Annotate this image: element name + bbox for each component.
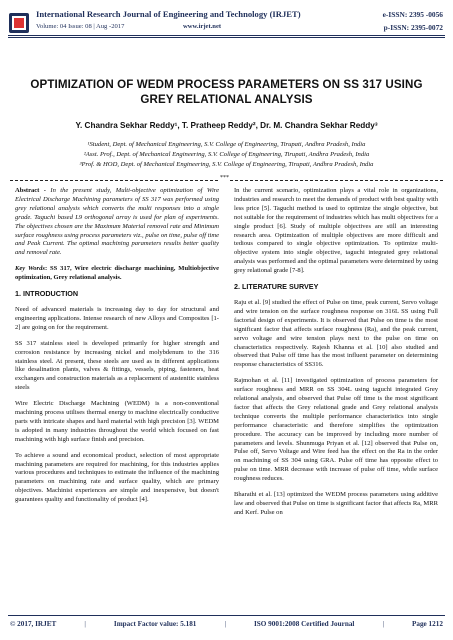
intro-paragraph-3: Wire Electric Discharge Machining (WEDM) is a non-conventional machining process utilises thermal energy to machine electrically conductive parts with intricate shapes and hard material with high precision [3]. WEDM is adopted in many industries throughout the world which focused on fast machining with high surface finish and precision. (15, 400, 219, 443)
footer-page-number: Page 1212 (411, 620, 443, 628)
separator-mark: *** (220, 175, 229, 181)
footer-copyright: © 2017, IRJET (10, 620, 57, 628)
footer-separator: | (382, 620, 384, 628)
volume-issue: Volume: 04 Issue: 08 | Aug -2017 (36, 23, 125, 30)
journal-website-link[interactable]: www.irjet.net (183, 23, 222, 30)
affiliation-2: ²Asst. Prof., Dept. of Mechanical Engineering, S.V. College of Engineering, Tirupati, Andhra Pradesh, India (83, 151, 370, 158)
eissn: e-ISSN: 2395 -0056 (382, 10, 443, 19)
footer-impact-factor: Impact Factor value: 5.181 (113, 620, 197, 628)
paper-title: OPTIMIZATION OF WEDM PROCESS PARAMETERS ON SS 317 USING GREY RELATIONAL ANALYSIS (30, 78, 423, 106)
literature-paragraph-3: Bharathi et al. [13] optimized the WEDM process parameters using additive law and observed that Pulse on time is significant factor that affects Ra, MRR and Kerf. Pulse on (234, 491, 438, 516)
abstract-label: Abstract - (15, 187, 46, 194)
intro-paragraph-1: Need of advanced materials is increasing day to day for structural and engineering applications. Intense research of new Alloys and Composites [1-2] are going on for the requirement. (15, 305, 219, 331)
literature-paragraph-2: Rajmohan et al. [11] investigated optimization of process parameters for surface roughness and MRR on SS 304L using taguchi integrated Grey relational analysis, and observed that Pulse off time is the most significant factor that affects the Grey relational grade and Grey relational analysis technique converts the multiple performance characteristics into single performance characteristic and therefore simplifies the optimization procedure. The accuracy can be improved by including more number of parameters and levels. Shunmuga Priyan et al. [12] observed that Pulse on, Pulse off, Servo Voltage and Wire feed has the effect on the Ra in the order on machining of SS 304 using GRA. Pulse off time has opposite effect to pulse on time. MRR decrease with increase of pulse off time, while surface roughness reduces. (234, 377, 438, 483)
affiliation-1: ¹Student, Dept. of Mechanical Engineering, S.V. College of Engineering, Tirupati, Andhra Pradesh, India (87, 141, 366, 148)
keywords (15, 265, 219, 283)
page-footer (10, 620, 443, 628)
header-rule-thin (8, 37, 445, 38)
header-rule (8, 35, 445, 36)
introduction-heading: 1. INTRODUCTION (15, 289, 79, 299)
footer-rule (8, 615, 445, 616)
intro-paragraph-2: SS 317 stainless steel is developed primarily for higher strength and corrosion resistance by increasing nickel and molybdenum to the 316 stainless steel. At present, these steels are used as in different applications like desalination plants, valves & fittings, vessels, piping, fasteners, heat exchangers and construction materials as a replacement of austenitic stainless steels (15, 339, 219, 392)
right-column (234, 187, 438, 525)
footer-separator: | (224, 620, 226, 628)
literature-survey-heading: 2. LITERATURE SURVEY (234, 282, 319, 292)
abstract-text: In the present study, Multi-objective optimization of Wire Electrical Discharge Machining parameters of SS 317 was performed using grey relational analysis which converts the multi responses into a single grade. Taguchi based L9 orthogonal array is used for plan of experiments. The objectives chosen are the Maximum Material removal rate and Minimum surface roughness using process parameters viz., pulse on time, pulse off time and Peak Current. The optimal machining parameters results better quality and removal rate. (15, 187, 219, 257)
keywords-label: Key Words (15, 265, 45, 273)
abstract (15, 187, 219, 258)
intro-paragraph-4: To achieve a sound and economical product, selection of most appropriate machining parameters are required for machining, for this industries applies various procedures and techniques to estimate the influence of the machining parameters on machining rate and surface quality, which are primary objectives. Machinist experiences are simple and inexpensive, but doesn't guarantees quality and functionality of product [4]. (15, 451, 219, 504)
keywords-text: : SS 317, Wire electric discharge machining, Multiobjective optimization, Grey relational analysis. (15, 265, 219, 282)
footer-separator: | (84, 620, 86, 628)
left-column (15, 187, 219, 512)
affiliation-3: ³Prof. & HOD, Dept. of Mechanical Engineering, S.V. College of Engineering, Tirupati, Andhra Pradesh, India (79, 161, 374, 168)
journal-name: International Research Journal of Engineering and Technology (IRJET) (36, 9, 301, 19)
journal-logo-icon (8, 12, 30, 34)
literature-paragraph-1: Raju et al. [9] studied the effect of Pulse on time, peak current, Servo voltage and wire tension on the surface roughness response on 316L SS using Full factorial design of experiments. It is observed that Pulse on time is the most significant factor that affects surface roughness (Ra), and the peak current, servo voltage and wire tension plays next to the pulse on time on characteristics respectively. Rajesh Khanna et al. [10] also studied and observed that Pulse off time has the most influent parameter on determining response characteristics of SS316. (234, 298, 438, 369)
paper-authors: Y. Chandra Sekhar Reddy¹, T. Pratheep Reddy², Dr. M. Chandra Sekhar Reddy³ (75, 121, 378, 130)
pissn: p-ISSN: 2395-0072 (383, 23, 443, 32)
intro-paragraph-5: In the current scenario, optimization plays a vital role in organizations, industries and research to meet the demands of product with best quality with less price [5]. Taguchi method is used to optimize the single objective, but not suitable for the requirement of industries which has multi objectives for a single product [6]. Study of multiple objectives are still an interesting research area. Optimization of multiple objectives are more difficult and tedious compared to single objective optimization. To optimize multi-objective system into single objective, taguchi integrated grey relational analysis was performed and the optimal parameters were determined by using grey relational grade [7-8]. (234, 187, 438, 275)
footer-iso: ISO 9001:2008 Certified Journal (253, 620, 355, 628)
